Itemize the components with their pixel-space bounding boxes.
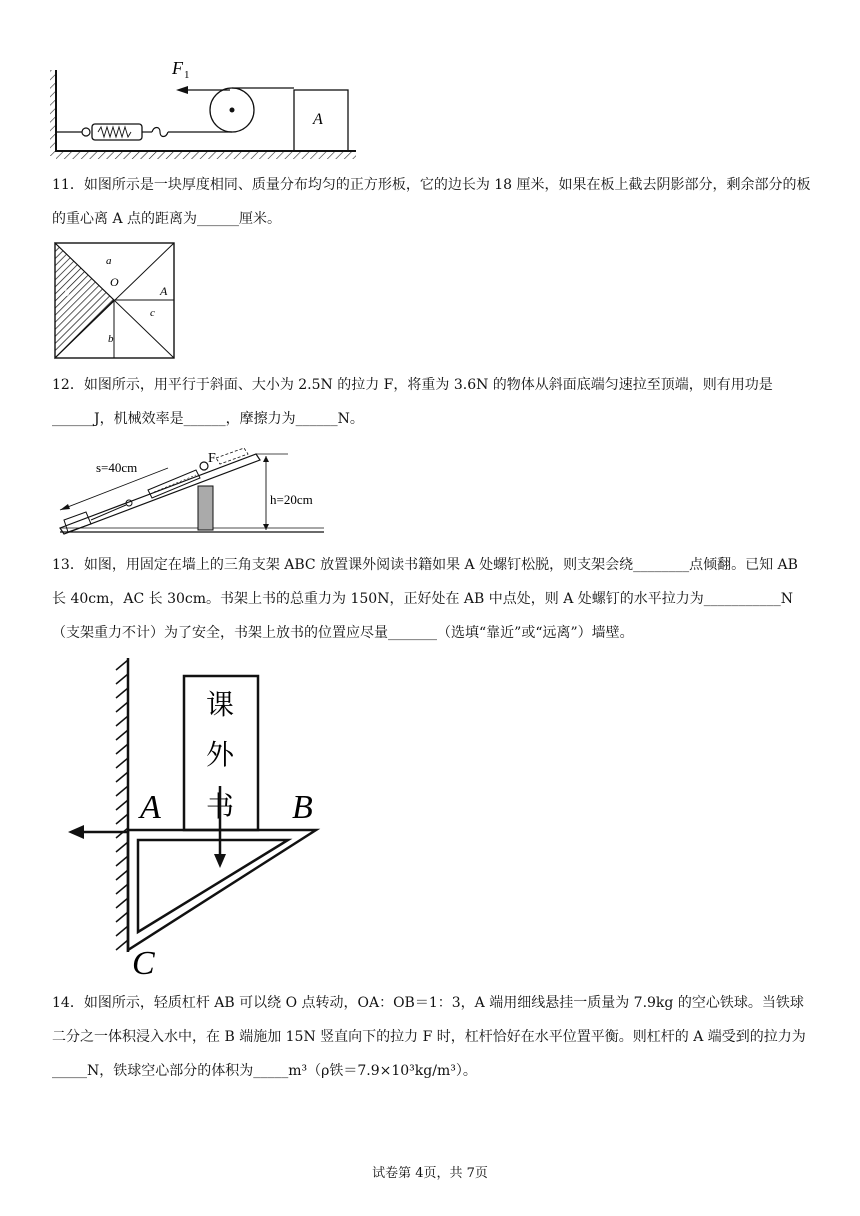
force-f1-label: F: [172, 58, 183, 78]
label-f: F: [208, 451, 216, 466]
block-a-label: A: [313, 111, 323, 128]
label-point-a: A: [160, 284, 168, 298]
label-a: A: [140, 789, 161, 826]
page-footer: 试卷第 4页，共 7页: [372, 1166, 488, 1181]
label-c: C: [132, 945, 155, 980]
label-h: h=20cm: [270, 492, 313, 507]
label-b-left: b: [64, 287, 70, 299]
label-b-bottom: b: [108, 333, 114, 345]
label-c: c: [150, 307, 155, 319]
label-a: a: [106, 255, 112, 267]
label-o: O: [110, 275, 119, 289]
force-f1-subscript: 1: [184, 69, 190, 81]
question-13: 13．如图，用固定在墙上的三角支架 ABC 放置课外阅读书籍如果 A 处螺钉松脱，则支架会绕________点倾翻。已知 AB 长 40cm，AC 长 30cm。书架上书的总重力为 150N，正好处在 AB 中点处，则 A 处螺钉的水平拉力为___________N（支架重力不计）为了安全，书架上放书的位置应尽量_______（选填“靠近”或“远离”）墙壁。: [52, 557, 798, 641]
book-char-2: 外: [206, 740, 235, 771]
label-b: B: [292, 789, 313, 826]
incline-figure: [56, 448, 331, 538]
label-s: s=40cm: [96, 460, 138, 475]
question-11: 11．如图所示是一块厚度相同、质量分布均匀的正方形板，它的边长为 18 厘米，如果在板上截去阴影部分，剩余部分的板的重心离 A 点的距离为______厘米。: [52, 177, 811, 227]
bracket-figure: [60, 656, 340, 980]
book-char-1: 课: [206, 690, 235, 721]
book-char-3: 书: [206, 792, 235, 823]
question-12: 12．如图所示，用平行于斜面、大小为 2.5N 的拉力 F，将重为 3.6N 的物体从斜面底端匀速拉至顶端，则有用功是______J，机械效率是______，摩擦力为______N。: [52, 377, 773, 427]
question-14: 14．如图所示，轻质杠杆 AB 可以绕 O 点转动，OA：OB＝1：3，A 端用细线悬挂一质量为 7.9kg 的空心铁球。当铁球二分之一体积浸入水中，在 B 端施加 15N 竖直向下的拉力 F 时，杠杆恰好在水平位置平衡。则杠杆的 A 端受到的拉力为_____N，铁球空心部分的体积为_____m³（ρ铁＝7.9×10³kg/m³）。: [52, 995, 806, 1079]
pulley-figure: [48, 56, 363, 164]
square-plate-figure: [52, 240, 178, 362]
